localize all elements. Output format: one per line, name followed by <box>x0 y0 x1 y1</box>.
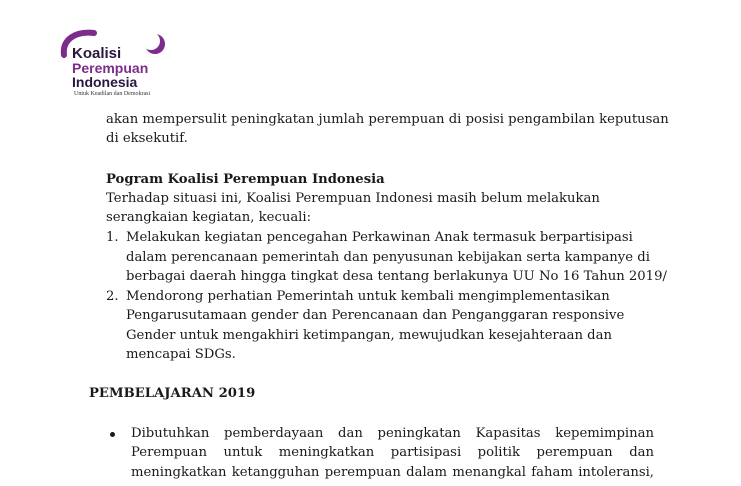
bullet-icon <box>110 432 115 437</box>
paragraph-line: akan mempersulit peningkatan jumlah perempuan di posisi pengambilan keputusan <box>106 112 669 127</box>
bullet-line: Dibutuhkan pemberdayaan dan peningkatan Kapasitas kepemimpinan <box>131 426 654 441</box>
crescent-moon-icon <box>144 33 166 55</box>
bullet-line: meningkatkan ketangguhan perempuan dalam menangkal faham intoleransi, <box>131 465 654 480</box>
list-item-line: Pengarusutamaan gender dan Perencanaan dan Penganggaran responsive <box>126 308 625 323</box>
section-heading: PEMBELAJARAN 2019 <box>89 386 256 401</box>
logo-text-indonesia: Indonesia <box>72 74 138 90</box>
list-item-line: Melakukan kegiatan pencegahan Perkawinan Anak termasuk berpartisipasi <box>126 230 633 245</box>
list-item-number: 2. <box>106 289 119 304</box>
program-intro-line: Terhadap situasi ini, Koalisi Perempuan Indonesi masih belum melakukan <box>106 191 600 206</box>
bullet-line: Perempuan untuk meningkatkan partisipasi politik perempuan dan <box>131 445 654 460</box>
list-item-line: Mendorong perhatian Pemerintah untuk kembali mengimplementasikan <box>126 289 610 304</box>
program-intro-line: serangkaian kegiatan, kecuali: <box>106 210 312 225</box>
list-item-line: dalam perencanaan pemerintah dan penyusunan kebijakan serta kampanye di <box>126 250 650 265</box>
program-heading: Pogram Koalisi Perempuan Indonesia <box>106 172 385 187</box>
list-item-line: berbagai daerah hingga tingkat desa tentang berlakunya UU No 16 Tahun 2019/ <box>126 269 667 284</box>
organization-logo <box>60 29 170 101</box>
list-item-line: Gender untuk mengakhiri ketimpangan, mewujudkan kesejahteraan dan <box>126 328 612 343</box>
list-item-number: 1. <box>106 230 119 245</box>
list-item-line: mencapai SDGs. <box>126 347 236 362</box>
logo-text-perempuan: Perempuan <box>72 60 149 76</box>
logo-text-koalisi: Koalisi <box>72 45 122 62</box>
logo-tagline: Untuk Keadilan dan Demokrasi <box>74 91 151 97</box>
paragraph-line: di eksekutif. <box>106 131 188 146</box>
